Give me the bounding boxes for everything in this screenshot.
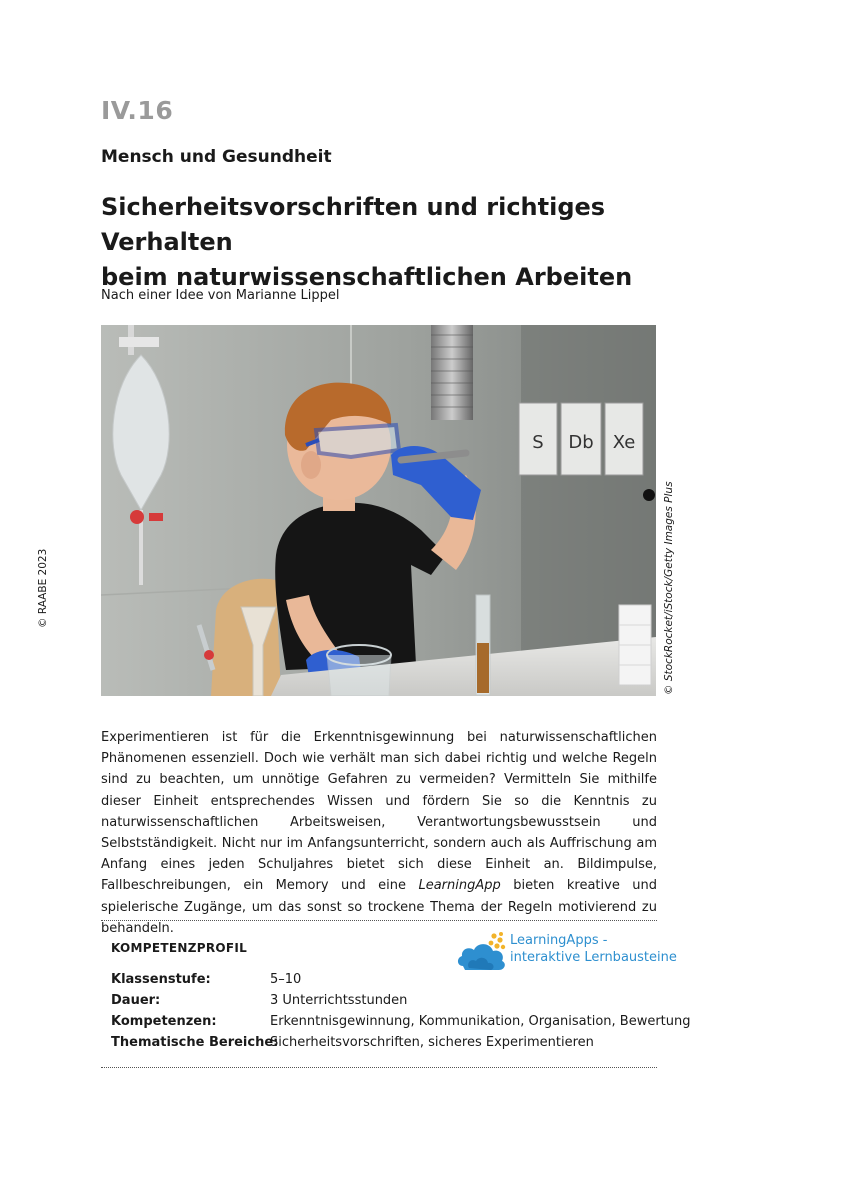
poster-tile-db: Db xyxy=(568,432,594,453)
boy-in-lab-illustration xyxy=(101,325,656,696)
profile-label: Klassenstufe: xyxy=(111,972,211,987)
cloud-icon xyxy=(455,930,510,976)
profile-value: Erkenntnisgewinnung, Kommunikation, Organisation, Bewertung xyxy=(270,1014,691,1029)
author-credit: Nach einer Idee von Marianne Lippel xyxy=(101,288,340,303)
periodic-poster xyxy=(519,403,643,475)
profile-heading: KOMPETENZPROFIL xyxy=(111,941,248,955)
title-line-1: Sicherheitsvorschriften und richtiges Verhalten xyxy=(101,193,606,256)
profile-value: 5–10 xyxy=(270,972,302,987)
intro-emphasis: LearningApp xyxy=(418,878,501,894)
intro-paragraph xyxy=(101,727,657,939)
divider-top xyxy=(101,920,657,921)
profile-value: Sicherheitsvorschriften, sicheres Experimentieren xyxy=(270,1035,594,1050)
poster-tile-xe: Xe xyxy=(612,432,636,453)
profile-label: Thematische Bereiche: xyxy=(111,1035,279,1050)
profile-label: Dauer: xyxy=(111,993,161,1008)
divider-bottom xyxy=(101,1067,657,1068)
copyright-note: © RAABE 2023 xyxy=(37,548,49,628)
photo-credit: © StockRocket/iStock/Getty Images Plus xyxy=(663,481,675,695)
profile-label: Kompetenzen: xyxy=(111,1014,217,1029)
page-title xyxy=(101,190,701,295)
profile-value: 3 Unterrichtsstunden xyxy=(270,993,408,1008)
intro-text-1: Experimentieren ist für die Erkenntnisgewinnung bei naturwissenschaftlichen Phänomenen essenziell. Doch wie verhält man sich dabei richtig und welche Regeln sind zu beachten, um unnötige Gefahren zu vermeiden? Vermitteln Sie mithilfe dieser Einheit entsprechendes Wissen und fördern Sie so die Kenntnis zu naturwissenschaftlichen Arbeitsweisen, Verantwortungsbewusstsein und Selbstständigkeit. Nicht nur im Anfangsunterricht, sondern auch als Auffrischung am Anfang eines jeden Schuljahres bietet sich diese Einheit an. Bildimpulse, Fallbeschreibungen, ein Memory und eine xyxy=(101,730,657,894)
intro-text-2: bieten kreative und spielerische Zugänge, um das sonst so trockene Thema der Regeln motivierend zu behandeln. xyxy=(101,878,657,936)
lab-photo xyxy=(101,325,656,696)
logo-text-line-1: LearningApps - xyxy=(510,933,608,948)
chapter-number: IV.16 xyxy=(101,96,174,125)
section-heading: Mensch und Gesundheit xyxy=(101,147,332,167)
logo-text-line-2: interaktive Lernbausteine xyxy=(510,950,677,965)
title-line-2: beim naturwissenschaftlichen Arbeiten xyxy=(101,263,633,291)
learningapps-logo[interactable] xyxy=(455,930,677,976)
poster-tile-s: S xyxy=(532,432,544,453)
